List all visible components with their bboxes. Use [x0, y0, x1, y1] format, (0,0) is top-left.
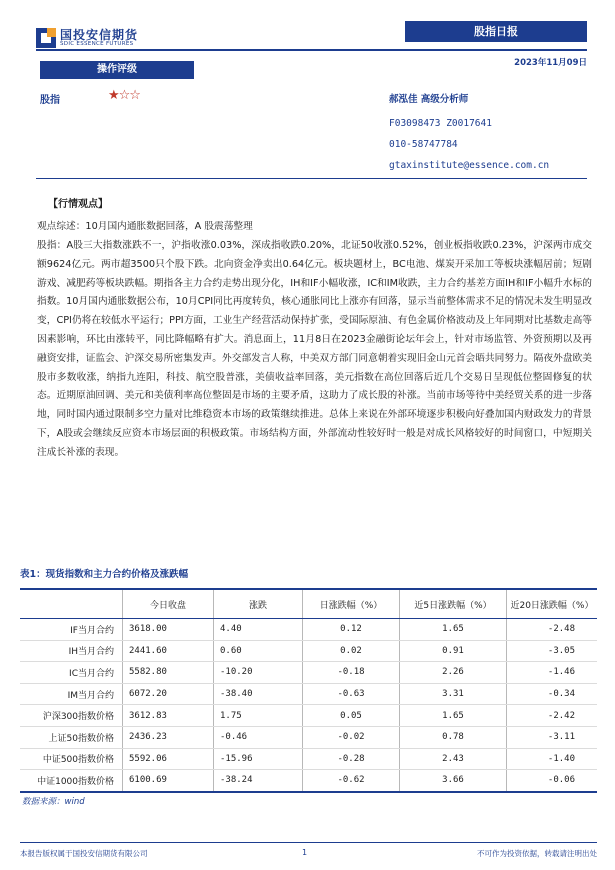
close-cell: 5592.06 [123, 748, 214, 770]
close-cell: 6072.20 [123, 683, 214, 705]
rating-banner: 操作评级 [40, 61, 194, 79]
row-label: IF当月合约 [20, 619, 123, 641]
change-cell: 4.40 [214, 619, 303, 641]
five-day-pct-cell: 0.91 [400, 640, 507, 662]
quotes-table [20, 588, 597, 793]
table-row [20, 619, 597, 641]
analyst-email[interactable]: gtaxinstitute@essence.com.cn [389, 160, 550, 171]
meta-divider [36, 178, 587, 179]
company-logo-icon [36, 28, 56, 48]
change-cell: -38.24 [214, 770, 303, 792]
daily-pct-cell: -0.02 [303, 726, 400, 748]
five-day-pct-cell: 1.65 [400, 619, 507, 641]
header-cell: 今日收盘 [123, 589, 214, 619]
company-name-en: SDIC ESSENCE FUTURES [60, 41, 134, 47]
section-title: 【行情观点】 [48, 199, 108, 210]
change-cell: -10.20 [214, 662, 303, 684]
twenty-day-pct-cell: -1.40 [507, 748, 598, 770]
header-divider [36, 49, 587, 51]
daily-pct-cell: -0.18 [303, 662, 400, 684]
table-title: 表1：现货指数和主力合约价格及涨跌幅 [20, 569, 189, 580]
twenty-day-pct-cell: -2.48 [507, 619, 598, 641]
row-label: IM当月合约 [20, 683, 123, 705]
five-day-pct-cell: 2.43 [400, 748, 507, 770]
close-cell: 6100.69 [123, 770, 214, 792]
analyst-phone: 010-58747784 [389, 139, 458, 150]
close-cell: 3618.00 [123, 619, 214, 641]
daily-pct-cell: -0.63 [303, 683, 400, 705]
twenty-day-pct-cell: -3.11 [507, 726, 598, 748]
change-cell: -0.46 [214, 726, 303, 748]
report-type-banner: 股指日报 [405, 21, 587, 42]
copyright-notice: 本报告版权属于国投安信期货有限公司 [20, 849, 148, 858]
header-cell: 日涨跌幅（%） [303, 589, 400, 619]
analyst-license: F03098473 Z0017641 [389, 118, 492, 129]
twenty-day-pct-cell: -1.46 [507, 662, 598, 684]
daily-pct-cell: 0.02 [303, 640, 400, 662]
twenty-day-pct-cell: -0.06 [507, 770, 598, 792]
five-day-pct-cell: 2.26 [400, 662, 507, 684]
row-label: 中证1000指数价格 [20, 770, 123, 792]
change-cell: 0.60 [214, 640, 303, 662]
twenty-day-pct-cell: -2.42 [507, 705, 598, 727]
twenty-day-pct-cell: -3.05 [507, 640, 598, 662]
daily-pct-cell: -0.62 [303, 770, 400, 792]
table-row [20, 705, 597, 727]
change-cell: 1.75 [214, 705, 303, 727]
company-name: 国投安信期货 [60, 28, 139, 42]
close-cell: 2436.23 [123, 726, 214, 748]
row-label: 上证50指数价格 [20, 726, 123, 748]
rating-label: 股指 [40, 95, 60, 106]
change-cell: -15.96 [214, 748, 303, 770]
table-row [20, 662, 597, 684]
report-date: 2023年11月09日 [514, 58, 587, 68]
row-label: IC当月合约 [20, 662, 123, 684]
five-day-pct-cell: 1.65 [400, 705, 507, 727]
disclaimer-notice: 不可作为投资依据，转载请注明出处 [477, 849, 597, 858]
summary-line: 观点综述：10月国内通胀数据回落，A 股震荡整理 [37, 221, 253, 232]
change-cell: -38.40 [214, 683, 303, 705]
header-cell: 近20日涨跌幅（%） [507, 589, 598, 619]
page-number: 1 [302, 848, 308, 857]
market-commentary: 股指：A股三大指数涨跌不一，沪指收涨0.03%，深成指收跌0.20%，北证50收涨0.52%，创业板指收跌0.23%，沪深两市成交额9624亿元。两市超3500只个股下跌。北向资金净卖出0.64亿元。板块题材上，BC电池、煤炭开采加工等板块涨幅居前；短剧游戏、减肥药等板块跌幅。期指各主力合约走势出现分化，IH和IF小幅收涨，IC和IM收跌，主力合约基差方面IH和IF小幅升水标的指数。10月国内通胀数据公布，10月CPI同比再度转负，核心通胀同比上涨亦有回落，显示当前整体需求不足的情况未发生明显改变，CPI仍将在较低水平运行；PPI方面，工业生产经营活动保持扩张，受国际原油、有色金属价格波动及上年同期对比基数走高等因素影响，环比由涨转平，同比降幅略有扩大。消息面上，11月8日在2023金融街论坛年会上，针对市场监管、外资预期以及再融资安排，证监会、沪深交易所密集发声。外交部发言人称，中美双方部门同意朝着实现旧金山元首会晤共同努力。隔夜外盘欧美股市多数收涨，纳指九连阳，科技、航空股普涨，美债收益率回落，美元指数在高位回落后近几个交易日呈现低位整固修复的状态。近期原油回调、美元和美债利率高位整固是市场的主要矛盾，这助力了成长股的补涨。当前市场等待中美经贸关系的进一步落地，同时国内通过限制多空力量对比维稳资本市场的政策继续推进。总体上来说在外部环境逐步积极向好叠加国内财政发力的背景下，A股或会继续反应资本市场层面的积极政策。市场结构方面，外部流动性较好时一般是对成长风格较好的时间窗口，中短期关注成长补涨的表现。 [37, 240, 592, 458]
close-cell: 5582.80 [123, 662, 214, 684]
twenty-day-pct-cell: -0.34 [507, 683, 598, 705]
table-header-row [20, 589, 597, 619]
table-row [20, 726, 597, 748]
close-cell: 2441.60 [123, 640, 214, 662]
row-label: IH当月合约 [20, 640, 123, 662]
header-cell: 近5日涨跌幅（%） [400, 589, 507, 619]
five-day-pct-cell: 3.31 [400, 683, 507, 705]
rating-stars: ★☆☆ [108, 88, 140, 103]
analyst-name: 郝泓佳 高级分析师 [389, 94, 469, 105]
daily-pct-cell: -0.28 [303, 748, 400, 770]
data-source: 数据来源：wind [22, 797, 85, 807]
header-cell [20, 589, 123, 619]
daily-pct-cell: 0.05 [303, 705, 400, 727]
footer-divider [20, 842, 597, 843]
close-cell: 3612.83 [123, 705, 214, 727]
table-row [20, 640, 597, 662]
table-row [20, 683, 597, 705]
table-row [20, 770, 597, 792]
five-day-pct-cell: 0.78 [400, 726, 507, 748]
header-cell: 涨跌 [214, 589, 303, 619]
row-label: 中证500指数价格 [20, 748, 123, 770]
daily-pct-cell: 0.12 [303, 619, 400, 641]
five-day-pct-cell: 3.66 [400, 770, 507, 792]
row-label: 沪深300指数价格 [20, 705, 123, 727]
table-row [20, 748, 597, 770]
